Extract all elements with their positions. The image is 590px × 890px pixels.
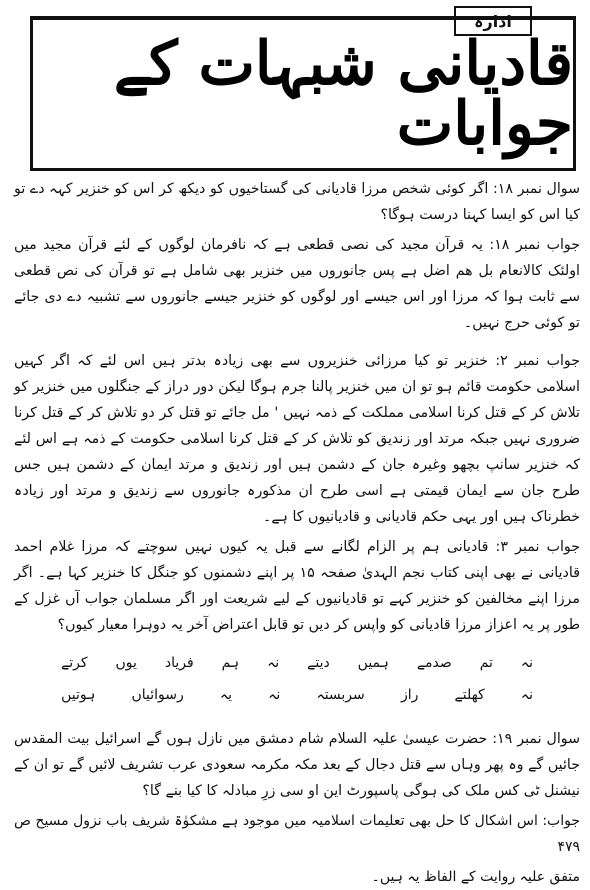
poem-word: کرتے bbox=[61, 655, 88, 671]
answer-18-1: جواب نمبر ۱۸: یہ قرآن مجید کی نصی قطعی ہے کہ نافرمان لوگوں کے لئے قرآن مجید میں اولئک کالانعام بل ھم اضل ہے پس جانوروں میں خنزیر بھی شامل ہے تو قرآن کی نص قطعی سے ثابت ہوا کہ مرزا اور اس جیسے اور لوگوں کو خنزیر جیسے جانوروں سے تشبیہ دے دی جائے تو کوئی حرج نہیں۔ bbox=[14, 237, 580, 331]
question-19: سوال نمبر ۱۹: حضرت عیسیٰ علیہ السلام شام دمشق میں نازل ہوں گے اسرائیل بیت المقدس جائیں گے وہ پھر وہاں سے قتل دجال کے بعد مکہ مکرمہ سعودی عرب تشریف لائیں گے تو ان کے نیشنل ٹی کس ملک کی ہوگی پاسپورٹ این او سی زرِ مبادلہ کا کیا بنے گا؟ bbox=[14, 731, 580, 799]
answer-18-3: جواب نمبر ۳: قادیانی ہم پر الزام لگانے سے قبل یہ کیوں نہیں سوچتے کہ مرزا غلام احمد قادیانی نے بھی اپنی کتاب نجم الہدیٰ صفحہ ۱۵ پر اپنے دشمنوں کو جنگل کا خنزیر کہا ہے۔ اگر مرزا اپنے مخالفین کو خنزیر کہے تو قادیانیوں کے لیے شریعت اور اگر مسلمان جواب آں غزل کے طور پر یہ اعزاز مرزا قادیانی کو واپس کر دیں تو قابل اعتراض آخر یہ دوہرا معیار کیوں؟ bbox=[14, 539, 580, 633]
poem-couplet bbox=[57, 650, 537, 708]
poem-word: نہ bbox=[268, 687, 281, 703]
poem-line-1 bbox=[57, 650, 537, 676]
page-title: قادیانی شبہات کے جوابات bbox=[113, 29, 573, 159]
poem-word: تم bbox=[479, 655, 493, 671]
poem-word: فریاد bbox=[164, 655, 194, 671]
poem-word: سربستہ bbox=[316, 687, 365, 703]
poem-word: دیتے bbox=[307, 655, 330, 671]
poem-word: یوں bbox=[115, 655, 137, 671]
poem-word: صدمے bbox=[416, 655, 452, 671]
poem-word: رسوائیاں bbox=[131, 687, 184, 703]
question-18: سوال نمبر ۱۸: اگر کوئی شخص مرزا قادیانی کی گستاخیوں کو دیکھ کر اس کو خنزیر کہہ دے تو کیا اس کو ایسا کہنا درست ہوگا؟ bbox=[14, 181, 580, 223]
poem-word: یہ bbox=[219, 687, 233, 703]
answer-19: جواب: اس اشکال کا حل بھی تعلیمات اسلامیہ میں موجود ہے مشکوٰۃ شریف باب نزول مسیح ص ۴۷۹ bbox=[14, 813, 580, 855]
poem-word: ہم bbox=[221, 655, 240, 671]
poem-word: ہمیں bbox=[357, 655, 389, 671]
section-tag: ادارہ bbox=[454, 6, 532, 36]
poem-word: راز bbox=[400, 687, 419, 703]
poem-word: ہوتیں bbox=[61, 687, 96, 703]
poem-line-2 bbox=[57, 682, 537, 708]
poem-word: نہ bbox=[267, 655, 280, 671]
answer-19-continued: متفق علیہ روایت کے الفاظ یہ ہیں۔ bbox=[371, 869, 580, 885]
article-body bbox=[14, 176, 580, 885]
title-box bbox=[30, 16, 576, 171]
poem-word: نہ bbox=[520, 687, 533, 703]
poem-word: نہ bbox=[520, 655, 533, 671]
poem-word: کھلتے bbox=[454, 687, 485, 703]
answer-18-2: جواب نمبر ۲: خنزیر تو کیا مرزائی خنزیروں سے بھی زیادہ بدتر ہیں اس لئے کہ اگر کہیں اسلامی حکومت قائم ہو تو ان میں خنزیر پالنا جرم ہوگا لیکن دور دراز کے جنگلوں میں خنزیر کو تلاش کر کے قتل کرنا اسلامی مملکت کے ذمہ نہیں ' مل جائے تو قتل کر دو تلاش کر کے قتل کرنا ضروری نہیں جبکہ مرتد اور زندیق کو تلاش کر کے قتل کرنا اسلامی حکومت کے ذمہ ہے اس لئے کہ خنزیر سانپ بچھو وغیرہ جان کے دشمن ہیں اور زندیق و مرتد ایمان کے دشمن ہیں جس طرح جان سے ایمان قیمتی ہے اسی طرح ان مذکورہ جانوروں سے زندیق و مرتد اور زیادہ خطرناک ہیں اور یہی حکم قادیانی و قادیانیوں کا ہے۔ bbox=[14, 353, 580, 525]
